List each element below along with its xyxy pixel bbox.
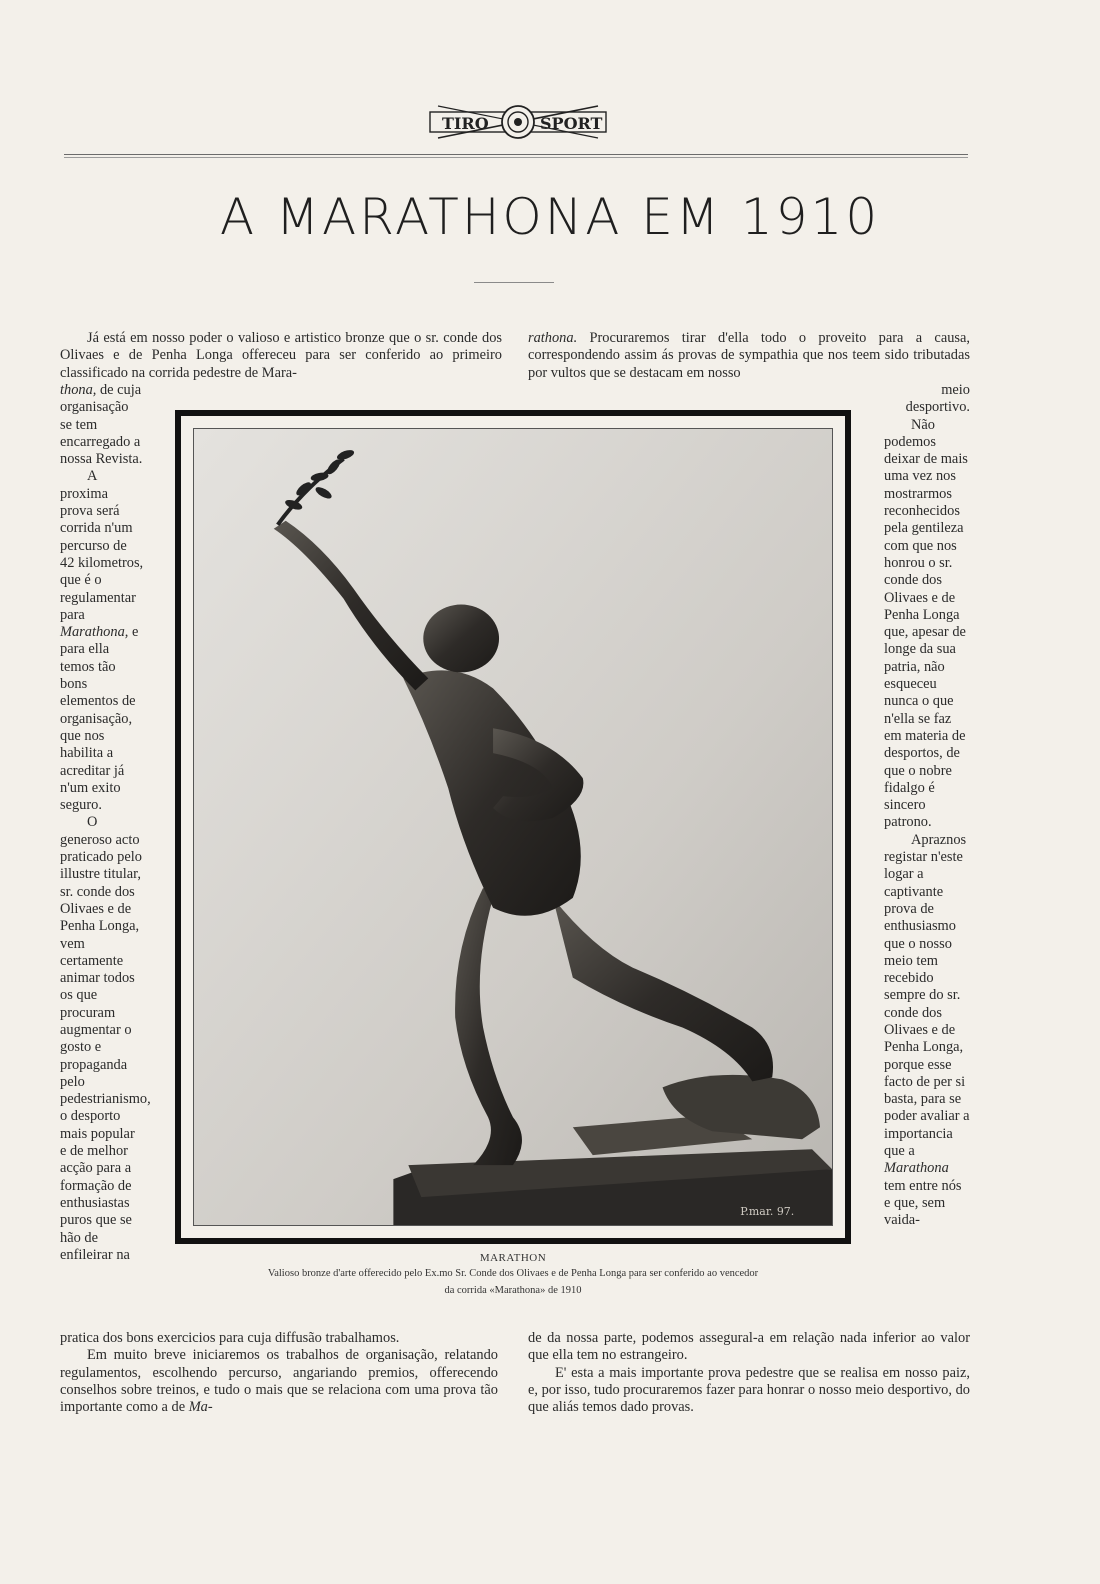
bottom-left-paragraph <box>60 1330 498 1416</box>
intro-right-emphasis: rathona. <box>528 330 578 346</box>
masthead-logo <box>428 98 608 148</box>
photo-caption <box>200 1252 826 1298</box>
caption-title: MARATHON <box>479 1252 547 1264</box>
left-col-text-2a: A proxima prova será corrida n'um percurso de 42 kilometros, que é o regulamentar para <box>60 468 144 623</box>
left-col-emphasis: thona, <box>60 382 97 398</box>
bottom-left-text-2: Em muito breve iniciaremos os trabalhos de organisação, relatando regulamentos, escolhendo percurso, angariando premios, offerecendo conselhos sobre treinos, e tudo o mais que se relaciona com uma prova tão importante como a de <box>60 1347 498 1416</box>
bottom-left-emphasis: Ma- <box>188 1399 213 1416</box>
tiro-e-sport-logo-icon <box>428 98 608 148</box>
intro-left-paragraph <box>60 330 502 382</box>
left-narrow-column <box>60 382 151 1264</box>
left-col-emphasis-2: Marathona, <box>60 624 129 641</box>
left-col-text-1: de cuja organisação se tem encarregado a nossa Revista. <box>60 382 143 468</box>
right-col-emphasis: Marathona <box>884 1160 949 1177</box>
bottom-right-text-2: E' esta a mais importante prova pedestre que se realisa em nosso paiz, e, por isso, tudo procuraremos fazer para honrar o nosso meio desportivo, do que aliás temos dado provas. <box>528 1364 970 1416</box>
photo-frame <box>175 410 851 1244</box>
caption-line-2: da corrida «Marathona» de 1910 <box>444 1285 582 1296</box>
caption-line-1: Valioso bronze d'arte offerecido pelo Ex.mo Sr. Conde dos Olivaes e de Penha Longa para ser conferido ao vencedor <box>267 1268 759 1279</box>
right-narrow-column <box>884 382 970 1230</box>
header-divider <box>64 154 968 158</box>
bottom-left-text-1: pratica dos bons exercicios para cuja diffusão trabalhamos. <box>60 1330 400 1346</box>
article-title: A MARATHONA EM 1910 <box>219 188 881 246</box>
intro-right-paragraph <box>528 330 970 382</box>
right-col-text-3b: tem entre nós e que, sem vaida- <box>884 1177 962 1229</box>
title-divider <box>474 282 554 283</box>
marathon-statue-icon <box>194 429 832 1225</box>
intro-left-text: Já está em nosso poder o valioso e artistico bronze que o sr. conde dos Olivaes e de Penha Longa offereceu para ser conferido ao primeiro classificado na corrida pedestre de Mara- <box>60 330 502 381</box>
left-col-text-2b: e para ella temos tão bons elementos de organisação, que nos habilita a acreditar já n'um exito seguro. <box>60 624 139 814</box>
right-col-text-1: meio desportivo. <box>905 382 970 416</box>
bottom-right-paragraph <box>528 1330 970 1416</box>
right-col-text-3a: Apraznos registar n'este logar a captivante prova de enthusiasmo que o nosso meio tem recebido sempre do sr. conde dos Olivaes e de Penha Longa, porque esse facto de per si basta, para se poder avaliar a importancia que a <box>884 831 970 1160</box>
right-col-text-2: Não podemos deixar de mais uma vez nos mostrarmos reconhecidos pela gentileza com que nos honrou o sr. conde dos Olivaes e de Penha Longa que, apesar de longe da sua patria, não esqueceu nunca o que n'ella se faz em materia de desportos, de que o nobre fidalgo é sincero patrono. <box>884 416 968 831</box>
statue-signature: P.mar. 97. <box>740 1205 795 1219</box>
bottom-right-text-1: de da nossa parte, podemos assegural-a em relação nada inferior ao valor que ella tem no estrangeiro. <box>528 1330 970 1364</box>
svg-text:TIRO: TIRO <box>442 114 489 133</box>
left-col-text-3: O generoso acto praticado pelo illustre titular, sr. conde dos Olivaes e de Penha Longa, vem certamente animar todos os que procuram augmentar o gosto e propaganda pelo pedestrianismo, o desporto mais popular e de melhor acção para a formação de enthusiastas puros que se hão de enfileirar na <box>60 814 151 1263</box>
bronze-statue-photo <box>193 428 833 1226</box>
intro-right-text: Procuraremos tirar d'ella todo o proveito para a causa, correspondendo assim ás provas de sympathia que nos teem sido tributadas por vultos que se destacam em nosso <box>528 330 970 381</box>
svg-text:SPORT: SPORT <box>540 114 603 133</box>
